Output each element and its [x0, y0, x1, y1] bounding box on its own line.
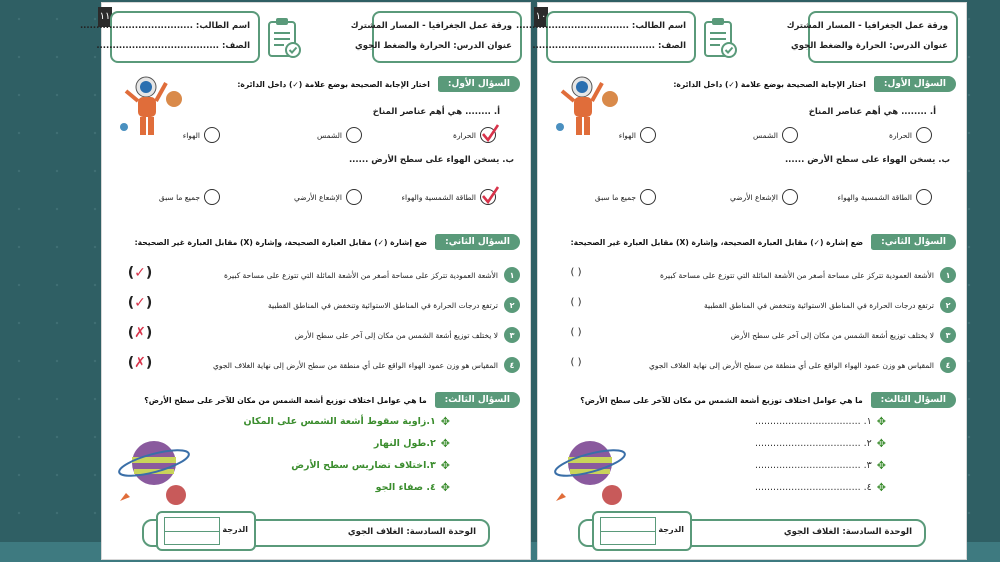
q3-answer-2: ✥ ٢.طول النهار: [373, 437, 450, 450]
grade-label: الدرجة: [222, 525, 248, 534]
q3-question: ما هي عوامل اختلاف توزيع أشعة الشمس من مكان للآخر على سطح الأرض؟: [580, 395, 863, 405]
q2-item-3: ٣ لا يختلف توزيع أشعة الشمس من مكان إلى آخر على سطح الأرض (✗): [112, 325, 520, 345]
grade-field[interactable]: [600, 517, 656, 545]
grade-label: الدرجة: [658, 525, 684, 534]
q1a-option-2[interactable]: الشمس: [317, 127, 362, 143]
q2-item-2: ٢ ترتفع درجات الحرارة في المناطق الاستوائية وتنخفض في المناطق القطبية ( ): [548, 295, 956, 315]
q2-heading: [135, 231, 520, 253]
radio-icon[interactable]: [782, 127, 798, 143]
unit-title: الوحدة السادسة: الغلاف الجوي: [347, 527, 476, 537]
q1-instruction: اختار الإجابة الصحيحة بوضع علامة (✓) داخل الدائرة:: [237, 79, 430, 89]
q1b-option-3[interactable]: جميع ما سبق: [159, 189, 220, 205]
answer-mark[interactable]: (✗): [127, 325, 153, 341]
q1a-option-1[interactable]: الحرارة: [889, 127, 932, 143]
astronaut-illustration: [116, 69, 184, 145]
radio-icon[interactable]: [640, 127, 656, 143]
class-field[interactable]: الصف: ......................................: [532, 41, 686, 51]
q2-instruction: ضع إشارة (✓) مقابل العبارة الصحيحة، وإشارة (X) مقابل العبارة غير الصحيحة:: [134, 237, 428, 247]
title-box: [350, 11, 522, 63]
q3-answer-3: ✥ ٣.اختلاف تضاريس سطح الأرض: [291, 459, 450, 472]
planet-illustration: [552, 431, 642, 511]
q1b-option-1[interactable]: الطاقة الشمسية والهواء: [402, 189, 496, 205]
q2-item-1: ١ الأشعة العمودية تتركز على مساحة أصغر من الأشعة المائلة التي تتوزع على مساحة كبيرة (✓): [112, 265, 520, 285]
radio-icon[interactable]: [204, 189, 220, 205]
q1-tag: السؤال الأول:: [874, 76, 956, 92]
q3-blank-3[interactable]: ✥ ٣. ...................................: [754, 459, 886, 472]
q2-heading: [571, 231, 956, 253]
answer-mark[interactable]: (✓): [127, 295, 153, 311]
q3-tag: السؤال الثالث:: [435, 392, 520, 408]
q1a-option-2[interactable]: الشمس: [753, 127, 798, 143]
q3-heading: [144, 389, 520, 411]
clipboard-icon: [702, 17, 738, 59]
grade-box: [592, 511, 692, 551]
q1a-option-3[interactable]: الهواء: [183, 127, 220, 143]
q1a-stem: أ. ........ هي أهم عناصر المناخ: [808, 107, 936, 117]
radio-icon[interactable]: [346, 127, 362, 143]
radio-icon[interactable]: [346, 189, 362, 205]
radio-icon[interactable]: [640, 189, 656, 205]
q1a-stem: أ. ........ هي أهم عناصر المناخ: [372, 107, 500, 117]
q3-heading: [580, 389, 956, 411]
q2-item-2: ٢ ترتفع درجات الحرارة في المناطق الاستوائية وتنخفض في المناطق القطبية (✓): [112, 295, 520, 315]
q3-answer-4: ✥ ٤. صفاء الجو: [375, 481, 450, 494]
q2-tag: السؤال الثاني:: [871, 234, 956, 250]
answer-blank[interactable]: ( ): [570, 357, 582, 368]
q1a-option-3[interactable]: الهواء: [619, 127, 656, 143]
q1-tag: السؤال الأول:: [438, 76, 520, 92]
worksheet-title: ورقة عمل الجغرافيا - المسار المشترك: [350, 21, 512, 31]
q1-instruction: اختار الإجابة الصحيحة بوضع علامة (✓) داخل الدائرة:: [673, 79, 866, 89]
student-name-field[interactable]: اسم الطالب: ...................................: [515, 21, 686, 31]
footer: [142, 519, 490, 547]
q3-question: ما هي عوامل اختلاف توزيع أشعة الشمس من مكان للآخر على سطح الأرض؟: [144, 395, 427, 405]
q1b-option-2[interactable]: الإشعاع الأرضي: [294, 189, 362, 205]
q3-answer-1: ✥ ١.زاوية سقوط أشعة الشمس على المكان: [243, 415, 450, 428]
q2-instruction: ضع إشارة (✓) مقابل العبارة الصحيحة، وإشارة (X) مقابل العبارة غير الصحيحة:: [570, 237, 864, 247]
worksheet-title: ورقة عمل الجغرافيا - المسار المشترك: [786, 21, 948, 31]
q1b-option-2[interactable]: الإشعاع الأرضي: [730, 189, 798, 205]
q2-item-4: ٤ المقياس هو وزن عمود الهواء الواقع على أي منطقة من سطح الأرض إلى نهاية الغلاف الجوي ( ): [548, 355, 956, 375]
planet-illustration: [116, 431, 206, 511]
class-field[interactable]: الصف: ......................................: [96, 41, 250, 51]
answer-blank[interactable]: ( ): [570, 327, 582, 338]
q3-tag: السؤال الثالث:: [871, 392, 956, 408]
q1b-stem: ب. يسخن الهواء على سطح الأرض ......: [784, 155, 950, 165]
q1b-option-1[interactable]: الطاقة الشمسية والهواء: [838, 189, 932, 205]
answer-mark[interactable]: (✗): [127, 355, 153, 371]
radio-icon[interactable]: [916, 127, 932, 143]
footer: [578, 519, 926, 547]
answer-blank[interactable]: ( ): [570, 297, 582, 308]
radio-icon[interactable]: [916, 189, 932, 205]
grade-field[interactable]: [164, 517, 220, 545]
grade-box: [156, 511, 256, 551]
q1b-stem: ب. يسخن الهواء على سطح الأرض ......: [348, 155, 514, 165]
radio-icon[interactable]: [782, 189, 798, 205]
q3-blank-4[interactable]: ✥ ٤. ...................................: [754, 481, 886, 494]
radio-checked-icon[interactable]: [480, 127, 496, 143]
lesson-title: عنوان الدرس: الحرارة والضغط الجوي: [790, 41, 948, 51]
worksheet-blank: [515, 2, 967, 560]
radio-checked-icon[interactable]: [480, 189, 496, 205]
q1b-option-3[interactable]: جميع ما سبق: [595, 189, 656, 205]
q2-tag: السؤال الثاني:: [435, 234, 520, 250]
q3-blank-1[interactable]: ✥ ١. ...................................: [754, 415, 886, 428]
q2-item-1: ١ الأشعة العمودية تتركز على مساحة أصغر من الأشعة المائلة التي تتوزع على مساحة كبيرة ( ): [548, 265, 956, 285]
lesson-title: عنوان الدرس: الحرارة والضغط الجوي: [354, 41, 512, 51]
title-box: [786, 11, 958, 63]
student-name-field[interactable]: اسم الطالب: ...................................: [79, 21, 250, 31]
unit-title: الوحدة السادسة: الغلاف الجوي: [783, 527, 912, 537]
q3-blank-2[interactable]: ✥ ٢. ...................................: [754, 437, 886, 450]
page-number: ١١: [98, 7, 112, 27]
q2-item-4: ٤ المقياس هو وزن عمود الهواء الواقع على أي منطقة من سطح الأرض إلى نهاية الغلاف الجوي (✗): [112, 355, 520, 375]
clipboard-icon: [266, 17, 302, 59]
answer-blank[interactable]: ( ): [570, 267, 582, 278]
radio-icon[interactable]: [204, 127, 220, 143]
answer-mark[interactable]: (✓): [127, 265, 153, 281]
q1-heading: [237, 73, 520, 95]
q2-item-3: ٣ لا يختلف توزيع أشعة الشمس من مكان إلى آخر على سطح الأرض ( ): [548, 325, 956, 345]
worksheet-answered: [79, 2, 531, 560]
q1a-option-1[interactable]: الحرارة: [453, 127, 496, 143]
page-number: ١٠: [534, 7, 548, 27]
q1-heading: [673, 73, 956, 95]
astronaut-illustration: [552, 69, 620, 145]
